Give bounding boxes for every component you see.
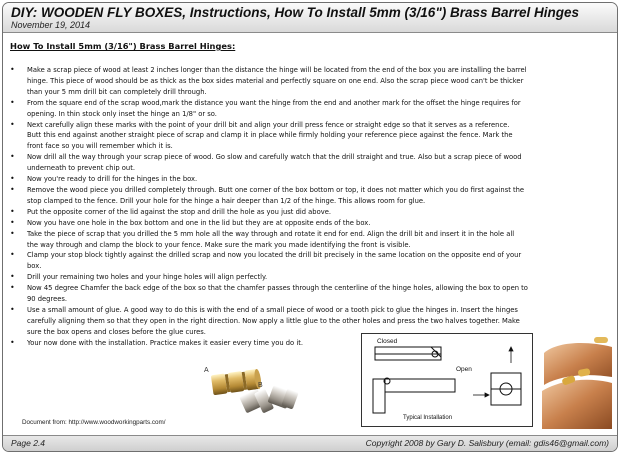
instruction-text: Drill your remaining two holes and your hinge holes will align perfectly.	[27, 273, 268, 282]
bullet-icon: •	[10, 304, 15, 314]
instruction-text: hinge. This piece of wood should be as thick as the box sides material and perfectly square on one end. Also the scrap piece wood can't be thicker	[27, 76, 524, 85]
bullet-icon: •	[10, 152, 15, 162]
page-date: November 19, 2014	[11, 20, 91, 30]
instruction-step	[10, 174, 610, 185]
bullet-icon: •	[10, 119, 15, 129]
bullet-icon: •	[10, 174, 15, 184]
instruction-text: Use a small amount of glue. A good way to do this is with the end of a small piece of wood or a tooth pick to glue the hinges in. Insert the hinges	[27, 305, 518, 314]
instruction-text: Butt this end against another straight piece of scrap and clamp it in place while firmly holding your reference piece against the fence. Mark the	[27, 131, 513, 140]
instruction-text: Remove the wood piece you drilled completely through. Butt one corner of the box bottom or top, it does not matter which you do first against the	[27, 185, 525, 194]
loose-hinge	[594, 337, 608, 343]
hinge-label-b: B	[258, 382, 263, 389]
diagram-label-closed: Closed	[377, 338, 398, 345]
instruction-text: stop clamped to the fence. Drill your hole for the hinge a hair deeper than 1/2 of the hinge. This allows room for glue.	[27, 196, 426, 205]
instruction-step	[10, 229, 610, 251]
box-corner-photo	[538, 333, 612, 429]
page-title: DIY: WOODEN FLY BOXES, Instructions, How To Install 5mm (3/16") Brass Barrel Hinges	[11, 5, 580, 20]
bullet-icon: •	[10, 228, 15, 238]
instruction-text: Now drill all the way through your scrap piece of wood. Go slow and carefully watch that the drill straight and true. Also but a scrap piece of wood	[27, 153, 522, 162]
instruction-text: Now 45 degree Chamfer the back edge of the box so that the chamfer passes through the centerline of the hinge holes, allowing the box to open to	[27, 284, 528, 293]
bullet-icon: •	[10, 337, 15, 347]
instruction-text: Next carefully align these marks with the point of your drill bit and align your drill press fence or straight edge so that it serves as a reference.	[27, 120, 510, 129]
source-note: Document from: http://www.woodworkingparts.com/	[22, 419, 166, 426]
instruction-step	[10, 207, 610, 218]
bullet-icon: •	[10, 184, 15, 194]
instruction-step	[10, 250, 610, 272]
instruction-text: From the square end of the scrap wood,mark the distance you want the hinge from the end and another mark for the offset the hinge requires for	[27, 98, 521, 107]
bullet-icon: •	[10, 272, 15, 282]
instruction-text: Take the piece of scrap that you drilled the 5 mm hole all the way through and rotate it end for end. Align the drill bit and insert it in the hole all	[27, 229, 515, 238]
instruction-step	[10, 272, 610, 283]
copyright-notice: Copyright 2008 by Gary D. Salisbury (email: gdis46@gmail.com)	[365, 438, 609, 448]
instruction-text: Now you have one hole in the box bottom and one in the lid but they are at opposite ends of the box.	[27, 218, 371, 227]
instruction-text: underneath to prevent chip out.	[27, 164, 135, 173]
instruction-step	[10, 152, 610, 174]
instruction-text: sure the box opens and closes before the glue cures.	[27, 327, 206, 336]
instruction-step	[10, 98, 610, 120]
instruction-text: Make a scrap piece of wood at least 2 inches longer than the distance the hinge will be located from the end of the box you are installing the barrel	[27, 66, 527, 74]
diagram-label-open: Open	[456, 366, 472, 373]
instruction-step	[10, 65, 610, 98]
instruction-text: Put the opposite corner of the lid against the stop and drill the hole as you just did above.	[27, 207, 332, 216]
bullet-icon: •	[10, 97, 15, 107]
instruction-text: carefully aligning them so that they open in the right direction. Now apply a little glue to the other holes and press the two halves together. Make	[27, 316, 520, 325]
instruction-text: opening. In thin stock only inset the hinge an 1/8" or so.	[27, 109, 217, 118]
bullet-icon: •	[10, 283, 15, 293]
bullet-icon: •	[10, 206, 15, 216]
instruction-text: 90 degrees.	[27, 295, 68, 304]
instruction-step	[10, 185, 610, 207]
instruction-text: Clamp your stop block tightly against the drilled scrap and now you located the drill bit precisely in the same location on the opposite end of your	[27, 251, 522, 260]
barrel-hinge-photo	[198, 360, 306, 422]
instruction-text: than your 5 mm drill bit can completely drill through.	[27, 87, 207, 96]
bullet-icon: •	[10, 217, 15, 227]
hinge-label-a: A	[204, 367, 209, 374]
page-footer	[3, 435, 617, 451]
instruction-list	[10, 65, 610, 349]
section-heading: How To Install 5mm (3/16") Brass Barrel Hinges:	[10, 41, 236, 51]
page-number: Page 2.4	[11, 438, 46, 448]
instruction-text: Your now done with the installation. Practice makes it easier every time you do it.	[27, 338, 303, 347]
instruction-text: the way through and clamp the block to your fence. Make sure the mark you made identifying the front is visible.	[27, 240, 411, 249]
instruction-step	[10, 120, 610, 153]
instruction-text: front face so you will remember which it is.	[27, 142, 173, 151]
typical-installation-diagram	[361, 333, 533, 427]
diagram-caption: Typical Installation	[403, 415, 453, 421]
instruction-text: box.	[27, 262, 42, 271]
page-header	[3, 3, 617, 33]
instruction-text: Now you're ready to drill for the hinges in the box.	[27, 175, 198, 184]
bullet-icon: •	[10, 65, 15, 74]
instruction-step	[10, 218, 610, 229]
bullet-icon: •	[10, 250, 15, 260]
instruction-step	[10, 283, 610, 305]
